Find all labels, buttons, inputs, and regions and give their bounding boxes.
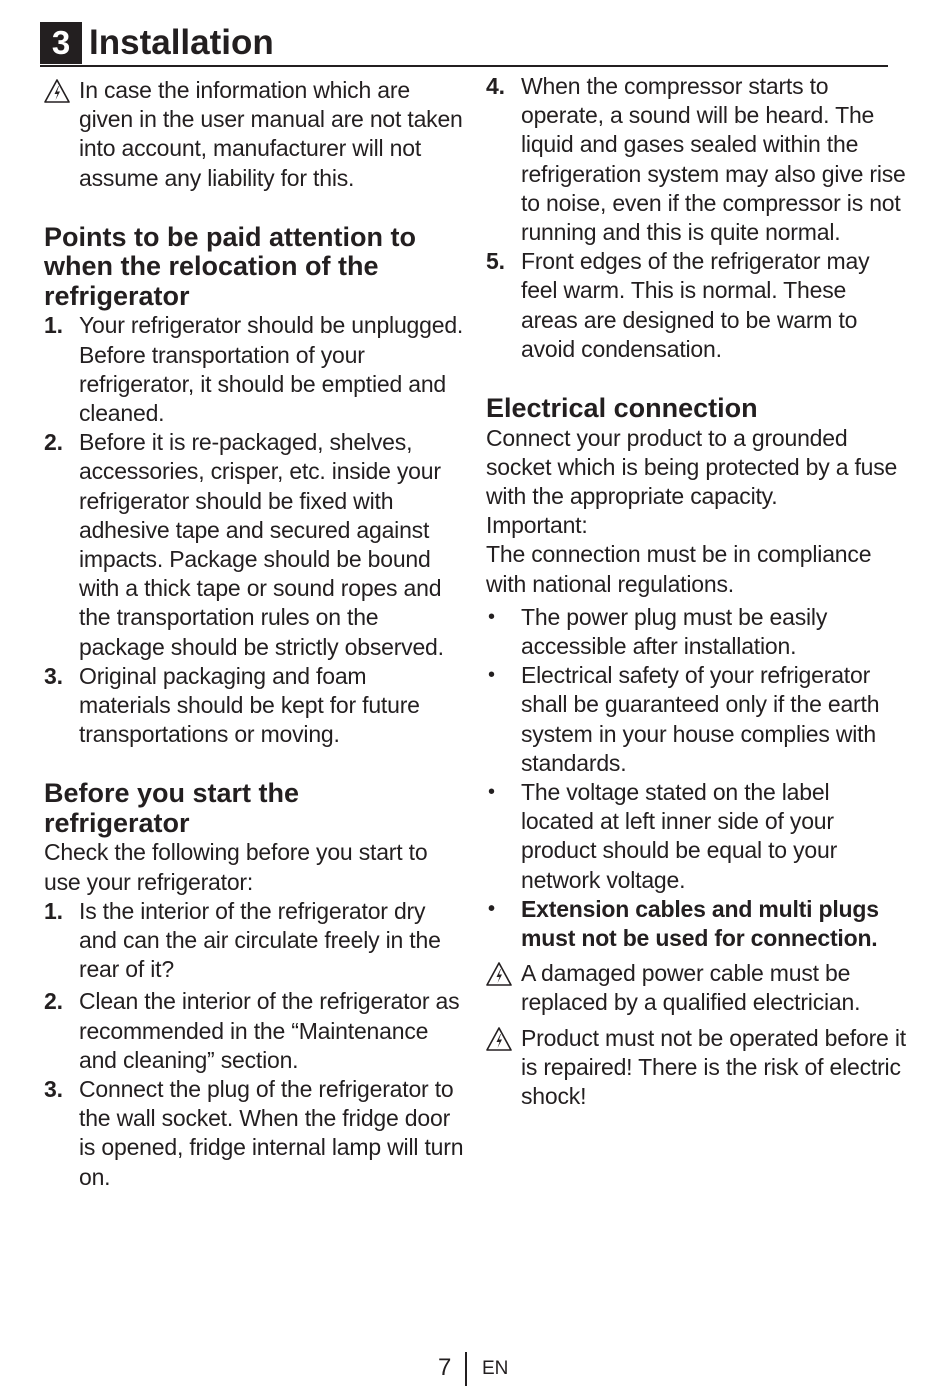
page-number: 7 — [438, 1354, 452, 1381]
relocation-list — [44, 311, 464, 749]
language-code: EN — [482, 1358, 509, 1379]
page-footer — [0, 1352, 950, 1386]
list-item: 5. Front edges of the refrigerator may feel warm. This is normal. These areas are designed to be warm to avoid condensation. — [486, 248, 870, 362]
bullet-icon: • — [488, 897, 495, 920]
bullet-icon: • — [488, 605, 495, 628]
list-item: 2. Clean the interior of the refrigerator as recommended in the “Maintenance and cleaning” section. — [44, 988, 460, 1073]
electric-hazard-icon — [44, 79, 70, 103]
list-item: • Extension cables and multi plugs must not be used for connection. — [488, 895, 879, 951]
bullet-icon: • — [488, 780, 495, 803]
liability-warning-text: In case the information which are given in the user manual are not taken into account, manufacturer will not assume any liability for this. — [79, 77, 463, 191]
electric-hazard-icon — [486, 962, 512, 986]
before-start-heading: Before you start the refrigerator — [44, 778, 300, 838]
power-cable-warning: A damaged power cable must be replaced by a qualified electrician. — [486, 959, 906, 1017]
electrical-bullets — [486, 603, 906, 953]
important-label: Important: — [486, 512, 588, 539]
list-item: • The power plug must be easily accessible after installation. — [488, 603, 828, 659]
list-item: 1. Your refrigerator should be unplugged. Before transportation of your refrigerator, it should be emptied and cleaned. — [44, 312, 464, 426]
compliance-text: The connection must be in compliance with national regulations. — [486, 541, 872, 597]
electric-shock-warning: Product must not be operated before it is repaired! There is the risk of electric shock! — [486, 1024, 906, 1112]
before-start-list — [44, 897, 464, 1192]
chapter-title: Installation — [89, 23, 274, 62]
list-item: • Electrical safety of your refrigerator shall be guaranteed only if the earth system in your house complies with standards. — [488, 662, 880, 776]
left-column — [44, 72, 464, 1192]
right-column — [486, 72, 906, 1111]
chapter-number: 3 — [40, 22, 82, 64]
relocation-list-continued — [486, 72, 906, 364]
electrical-intro: Connect your product to a grounded socket which is being protected by a fuse with the appropriate capacity. — [486, 424, 898, 509]
list-item: 3. Connect the plug of the refrigerator to the wall socket. When the fridge door is opened, fridge internal lamp will turn on. — [44, 1075, 464, 1190]
electrical-heading: Electrical connection — [486, 393, 758, 424]
liability-warning — [44, 76, 464, 193]
bullet-icon: • — [488, 664, 495, 687]
list-item: 4. When the compressor starts to operate, a sound will be heard. The liquid and gases sealed within the refrigeration system may also give rise to noise, even if the compressor is not running and this is quite normal. — [486, 73, 906, 246]
chapter-header — [40, 22, 888, 67]
list-item: 1. Is the interior of the refrigerator dry and can the air circulate freely in the rear of it? — [44, 897, 441, 983]
relocation-heading: Points to be paid attention to when the relocation of the refrigerator — [44, 221, 416, 311]
list-item: 2. Before it is re-packaged, shelves, accessories, crisper, etc. inside your refrigerator should be fixed with adhesive tape and secured against impacts. Package should be bound with a thick tape or sound ropes and the transportation rules on the package should be strictly observed. — [44, 429, 444, 660]
list-item: 3. Original packaging and foam materials should be kept for future transportations or moving. — [44, 662, 420, 748]
footer-divider — [465, 1352, 467, 1386]
electric-hazard-icon — [486, 1027, 512, 1051]
list-item: • The voltage stated on the label located at left inner side of your product should be equal to your network voltage. — [488, 778, 838, 893]
before-start-intro: Check the following before you start to use your refrigerator: — [44, 839, 428, 895]
